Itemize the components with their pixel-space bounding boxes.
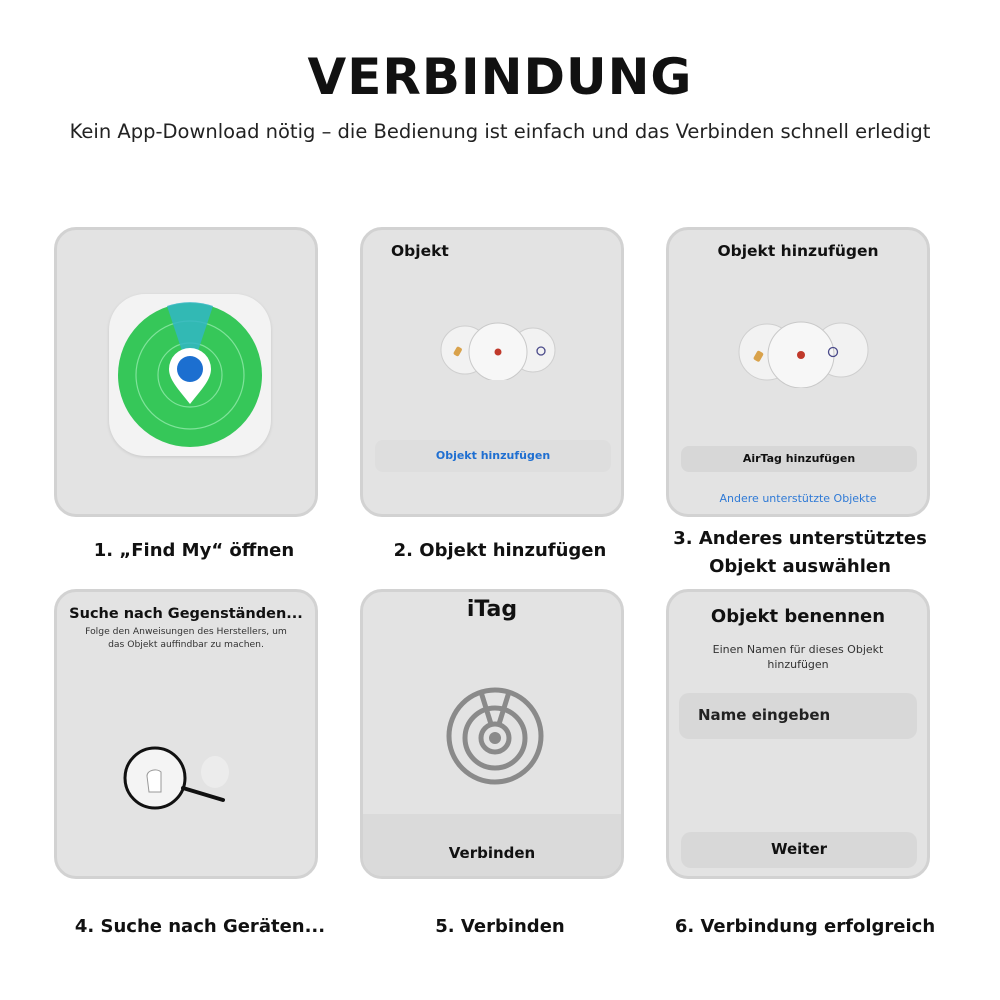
screen-title: iTag [466, 597, 518, 622]
itag-logo-icon [443, 684, 547, 788]
step-1-caption: 1. „Find My“ öffnen [93, 540, 295, 561]
tags-illustration [733, 318, 873, 388]
screen-title: Objekt hinzufügen [717, 242, 879, 260]
step-1-card [54, 227, 318, 517]
step-5-caption: 5. Verbinden [435, 916, 565, 937]
step-2-card [360, 227, 624, 517]
name-input[interactable] [679, 693, 917, 739]
find-my-app-icon[interactable] [109, 294, 271, 456]
other-supported-objects-link[interactable]: Andere unterstützte Objekte [719, 492, 877, 505]
magnifier-icon [117, 742, 237, 822]
step-6-caption: 6. Verbindung erfolgreich [674, 916, 936, 937]
screen-title: Objekt [391, 242, 449, 260]
page-subtitle: Kein App-Download nötig – die Bedienung ist einfach und das Verbinden schnell erledigt [69, 120, 931, 143]
step-5-card [360, 589, 624, 879]
screen-title: Objekt benennen [710, 606, 886, 627]
step-6-card [666, 589, 930, 879]
step-3-card [666, 227, 930, 517]
instruction-text: Folge den Anweisungen des Herstellers, um das Objekt auffindbar zu machen. [85, 626, 287, 650]
step-3-caption: 3. Anderes unterstütztes Objekt auswählen [673, 528, 927, 577]
continue-button[interactable]: Weiter [681, 832, 917, 868]
step-2-caption: 2. Objekt hinzufügen [393, 540, 607, 561]
step-4-card [54, 589, 318, 879]
add-airtag-button[interactable]: AirTag hinzufügen [681, 446, 917, 472]
name-input-placeholder: Name eingeben [698, 706, 831, 724]
screen-title: Suche nach Gegenständen... [69, 606, 303, 622]
instruction-text: Einen Namen für dieses Objekt hinzufügen [712, 643, 884, 671]
page-title: VERBINDUNG [307, 48, 693, 106]
add-object-button[interactable]: Objekt hinzufügen [375, 440, 611, 472]
step-4-caption: 4. Suche nach Geräten... [74, 916, 326, 937]
connect-button[interactable]: Verbinden [448, 844, 536, 862]
tags-illustration [433, 320, 563, 380]
